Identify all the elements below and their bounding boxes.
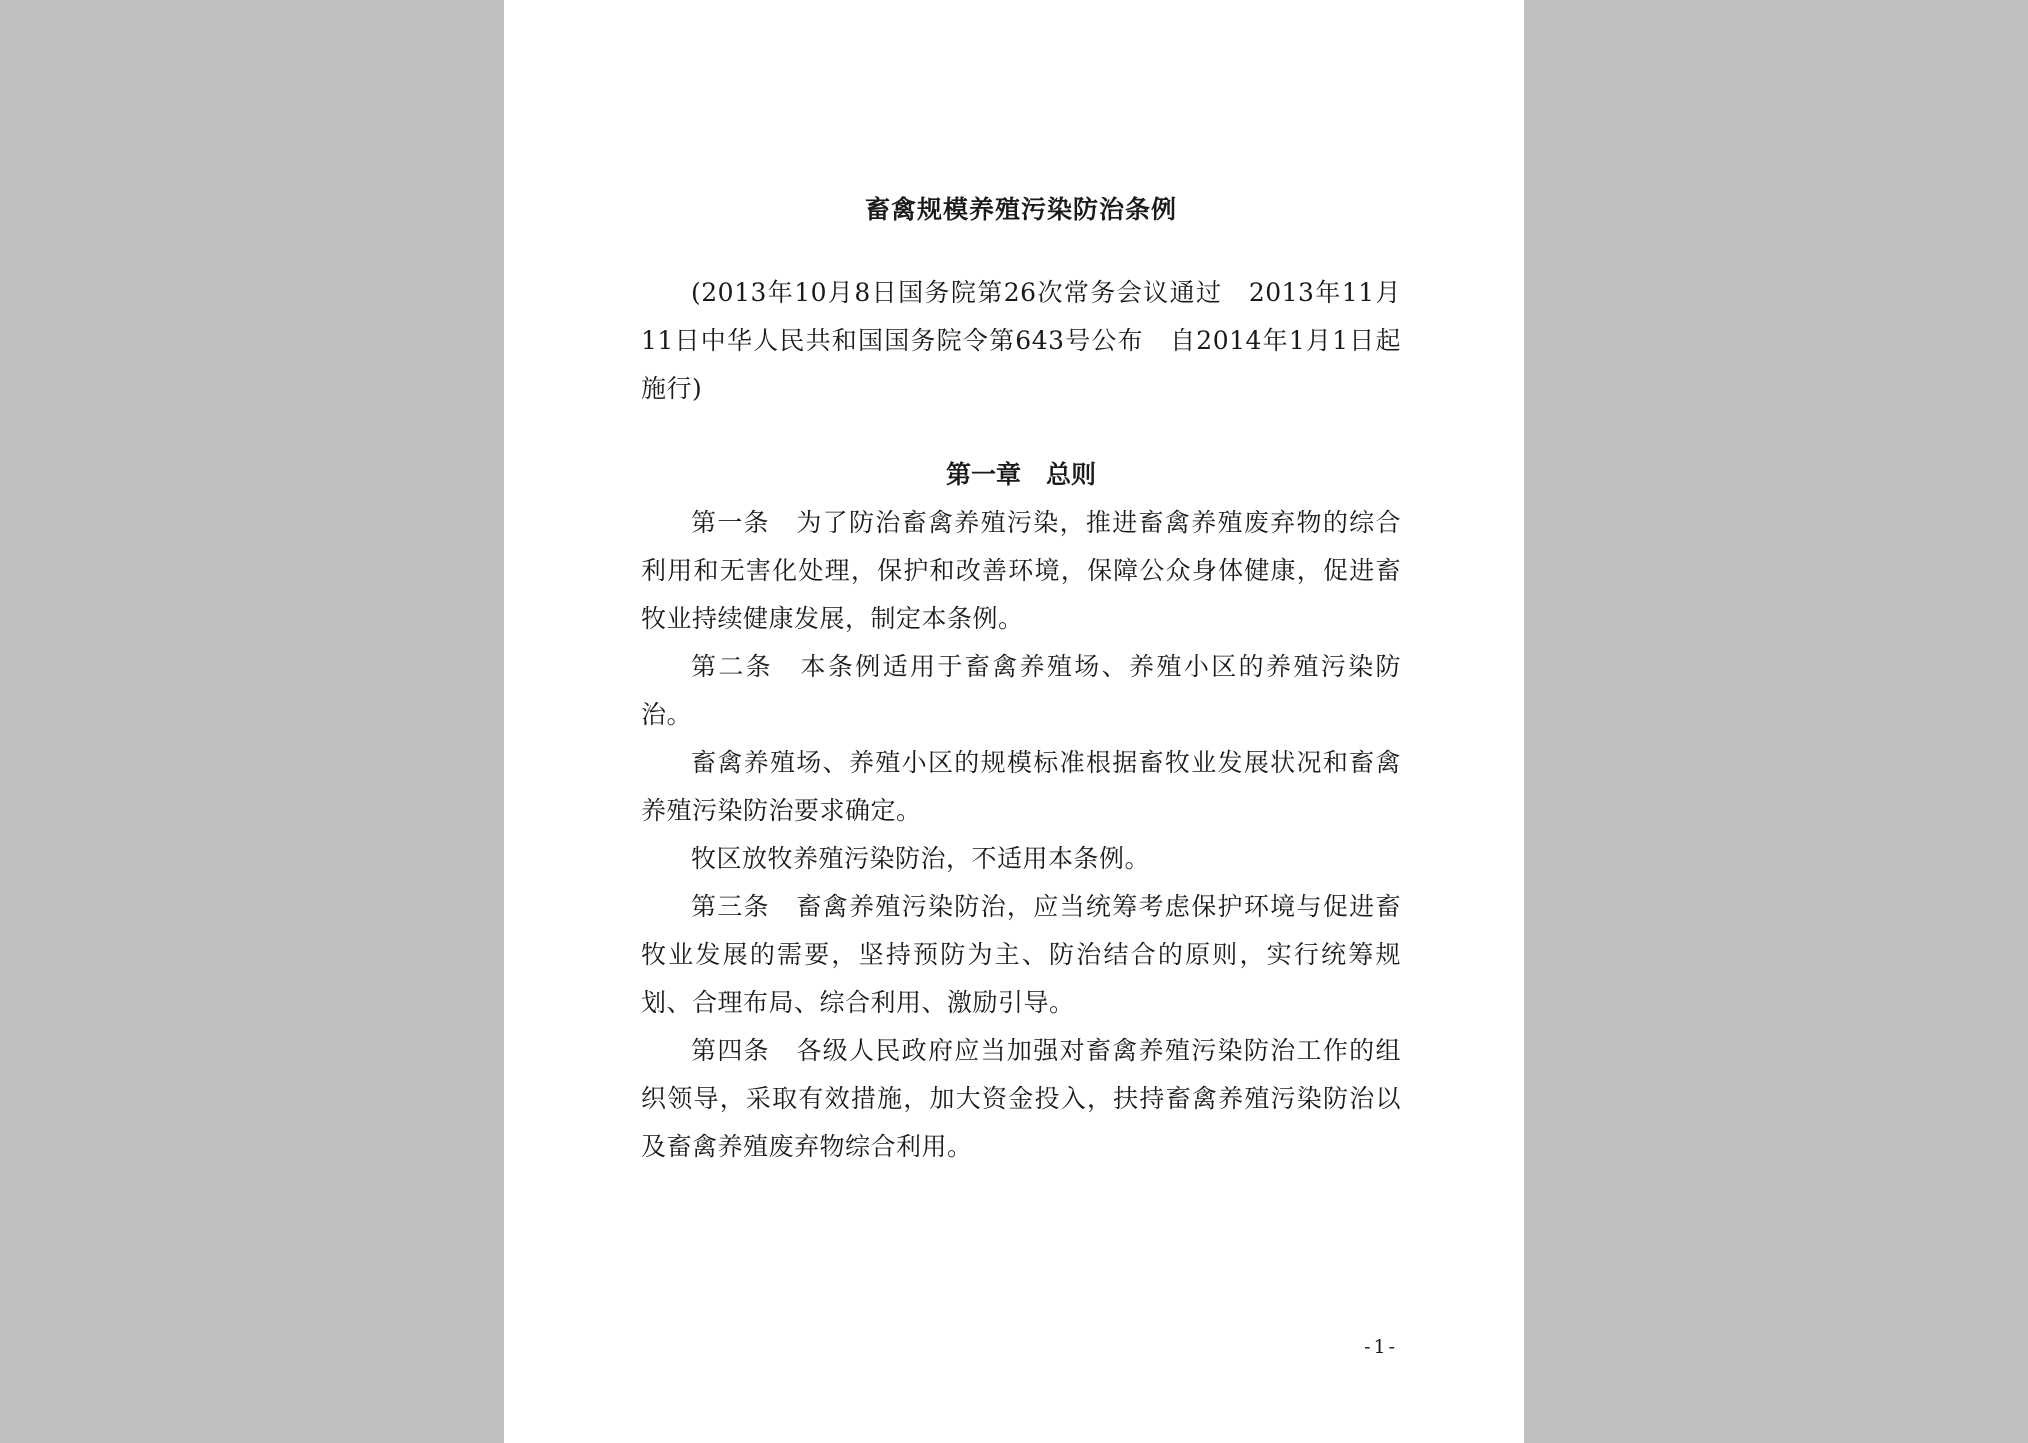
enactment-note: (2013年10月8日国务院第26次常务会议通过 2013年11月11日中华人民共和国国务院令第643号公布 自2014年1月1日起施行) — [641, 278, 1401, 403]
article-paragraph — [641, 1027, 1401, 1171]
chapter-heading: 第一章 总则 — [945, 460, 1096, 489]
article-text: 本条例适用于畜禽养殖场、养殖小区的养殖污染防治。 — [641, 652, 1401, 729]
article-text: 牧区放牧养殖污染防治，不适用本条例。 — [691, 844, 1151, 873]
article-paragraph — [641, 499, 1401, 643]
article-paragraph — [641, 883, 1401, 1027]
article-number: 第一条 — [691, 508, 797, 537]
article-paragraph — [641, 739, 1401, 835]
article-paragraph — [641, 643, 1401, 739]
article-text: 为了防治畜禽养殖污染，推进畜禽养殖废弃物的综合利用和无害化处理，保护和改善环境，保障公众身体健康，促进畜牧业持续健康发展，制定本条例。 — [641, 508, 1401, 633]
article-paragraph — [641, 835, 1401, 883]
article-text: 畜禽养殖场、养殖小区的规模标准根据畜牧业发展状况和畜禽养殖污染防治要求确定。 — [641, 748, 1401, 825]
document-page — [504, 0, 1524, 1443]
article-text: 畜禽养殖污染防治，应当统筹考虑保护环境与促进畜牧业发展的需要，坚持预防为主、防治结合的原则，实行统筹规划、合理布局、综合利用、激励引导。 — [641, 892, 1401, 1017]
article-number: 第二条 — [691, 652, 801, 681]
article-number: 第三条 — [691, 892, 797, 921]
article-text: 各级人民政府应当加强对畜禽养殖污染防治工作的组织领导，采取有效措施，加大资金投入，扶持畜禽养殖污染防治以及畜禽养殖废弃物综合利用。 — [641, 1036, 1401, 1161]
article-number: 第四条 — [691, 1036, 797, 1065]
page-number: -1- — [1364, 1336, 1398, 1358]
document-title: 畜禽规模养殖污染防治条例 — [864, 195, 1177, 224]
document-content — [641, 185, 1401, 1171]
